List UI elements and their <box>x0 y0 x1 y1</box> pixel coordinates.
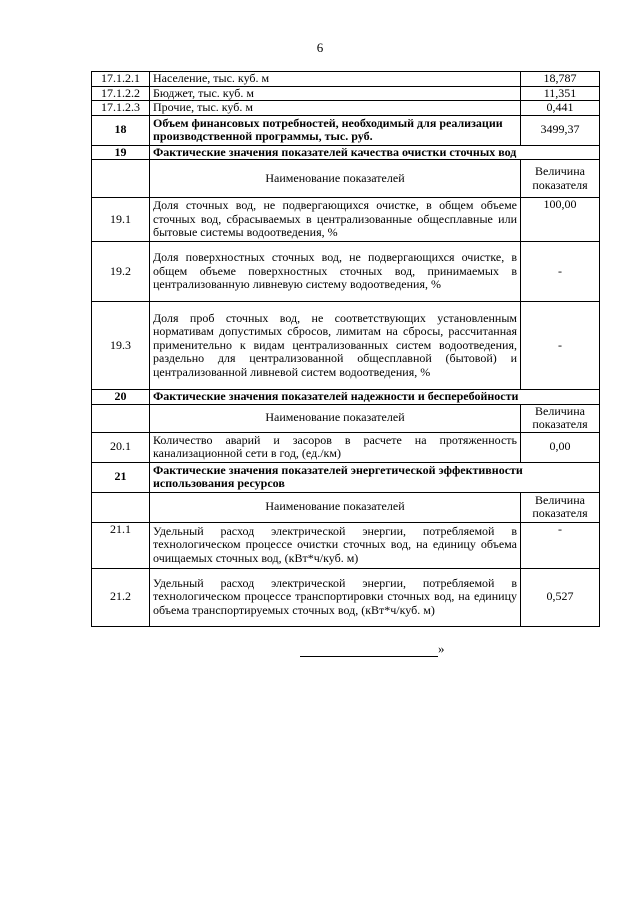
row-text: Бюджет, тыс. куб. м <box>150 86 521 101</box>
closing-quote: » <box>438 641 445 656</box>
section-title: Фактические значения показателей надежности и бесперебойности <box>150 390 600 405</box>
row-value: 11,351 <box>521 86 600 101</box>
table-row <box>92 115 600 145</box>
row-value: - <box>521 302 600 390</box>
section-number: 19 <box>92 145 150 160</box>
row-text: Доля сточных вод, не подвергающихся очистке, в общем объеме сточных вод, сбрасываемых в централизованные общесплавные или бытовые системы водоотведения, % <box>150 198 521 242</box>
section-header-row <box>92 492 600 522</box>
section-title-row <box>92 390 600 405</box>
row-value: 100,00 <box>521 198 600 242</box>
section-number: 21 <box>92 462 150 492</box>
row-number: 17.1.2.1 <box>92 72 150 87</box>
section-title-row <box>92 462 600 492</box>
signature-underline <box>300 642 438 657</box>
row-value: 3499,37 <box>521 115 600 145</box>
row-value: 0,527 <box>521 568 600 626</box>
table-row <box>92 522 600 568</box>
row-number: 19.1 <box>92 198 150 242</box>
row-number: 19.2 <box>92 242 150 302</box>
header-name: Наименование показателей <box>150 404 521 432</box>
header-empty-cell <box>92 404 150 432</box>
row-value: - <box>521 522 600 568</box>
indicators-table <box>91 71 600 627</box>
row-number: 17.1.2.3 <box>92 101 150 116</box>
row-value: 0,00 <box>521 432 600 462</box>
table-row <box>92 242 600 302</box>
row-value: - <box>521 242 600 302</box>
header-name: Наименование показателей <box>150 492 521 522</box>
closing-line <box>300 641 450 657</box>
table-row <box>92 72 600 87</box>
table-row <box>92 568 600 626</box>
row-text: Количество аварий и засоров в расчете на протяженность канализационной сети в год, (ед./км) <box>150 432 521 462</box>
header-name: Наименование показателей <box>150 160 521 198</box>
row-text: Доля проб сточных вод, не соответствующих установленным нормативам допустимых сбросов, лимитам на сбросы, рассчитанная применительно к видам централизованных систем водоотведения, раздельно для централизованной общесплавной (бытовой) и централизованной ливневой систем водоотведения, % <box>150 302 521 390</box>
row-text: Население, тыс. куб. м <box>150 72 521 87</box>
table-row <box>92 302 600 390</box>
table-row <box>92 198 600 242</box>
section-header-row <box>92 404 600 432</box>
table-row <box>92 101 600 116</box>
row-number: 18 <box>92 115 150 145</box>
header-value: Величина показателя <box>521 160 600 198</box>
row-text: Объем финансовых потребностей, необходимый для реализации производственной программы, тыс. руб. <box>150 115 521 145</box>
section-title: Фактические значения показателей энергетической эффективности использования ресурсов <box>150 462 600 492</box>
row-text: Доля поверхностных сточных вод, не подвергающихся очистке, в общем объеме поверхностных сточных вод, принимаемых в централизованную ливневую систему водоотведения, % <box>150 242 521 302</box>
section-number: 20 <box>92 390 150 405</box>
page-number: 6 <box>316 40 324 55</box>
section-title: Фактические значения показателей качества очистки сточных вод <box>150 145 600 160</box>
row-value: 0,441 <box>521 101 600 116</box>
header-empty-cell <box>92 160 150 198</box>
row-number: 17.1.2.2 <box>92 86 150 101</box>
row-number: 21.1 <box>92 522 150 568</box>
row-number: 19.3 <box>92 302 150 390</box>
row-number: 20.1 <box>92 432 150 462</box>
row-text: Прочие, тыс. куб. м <box>150 101 521 116</box>
header-value: Величина показателя <box>521 404 600 432</box>
section-title-row <box>92 145 600 160</box>
table-row <box>92 432 600 462</box>
table-row <box>92 86 600 101</box>
header-value: Величина показателя <box>521 492 600 522</box>
row-text: Удельный расход электрической энергии, потребляемой в технологическом процессе транспортировки сточных вод, на единицу объема транспортируемых сточных вод, (кВт*ч/куб. м) <box>150 568 521 626</box>
row-number: 21.2 <box>92 568 150 626</box>
row-value: 18,787 <box>521 72 600 87</box>
section-header-row <box>92 160 600 198</box>
header-empty-cell <box>92 492 150 522</box>
row-text: Удельный расход электрической энергии, потребляемой в технологическом процессе очистки сточных вод, на единицу объема очищаемых сточных вод, (кВт*ч/куб. м) <box>150 522 521 568</box>
